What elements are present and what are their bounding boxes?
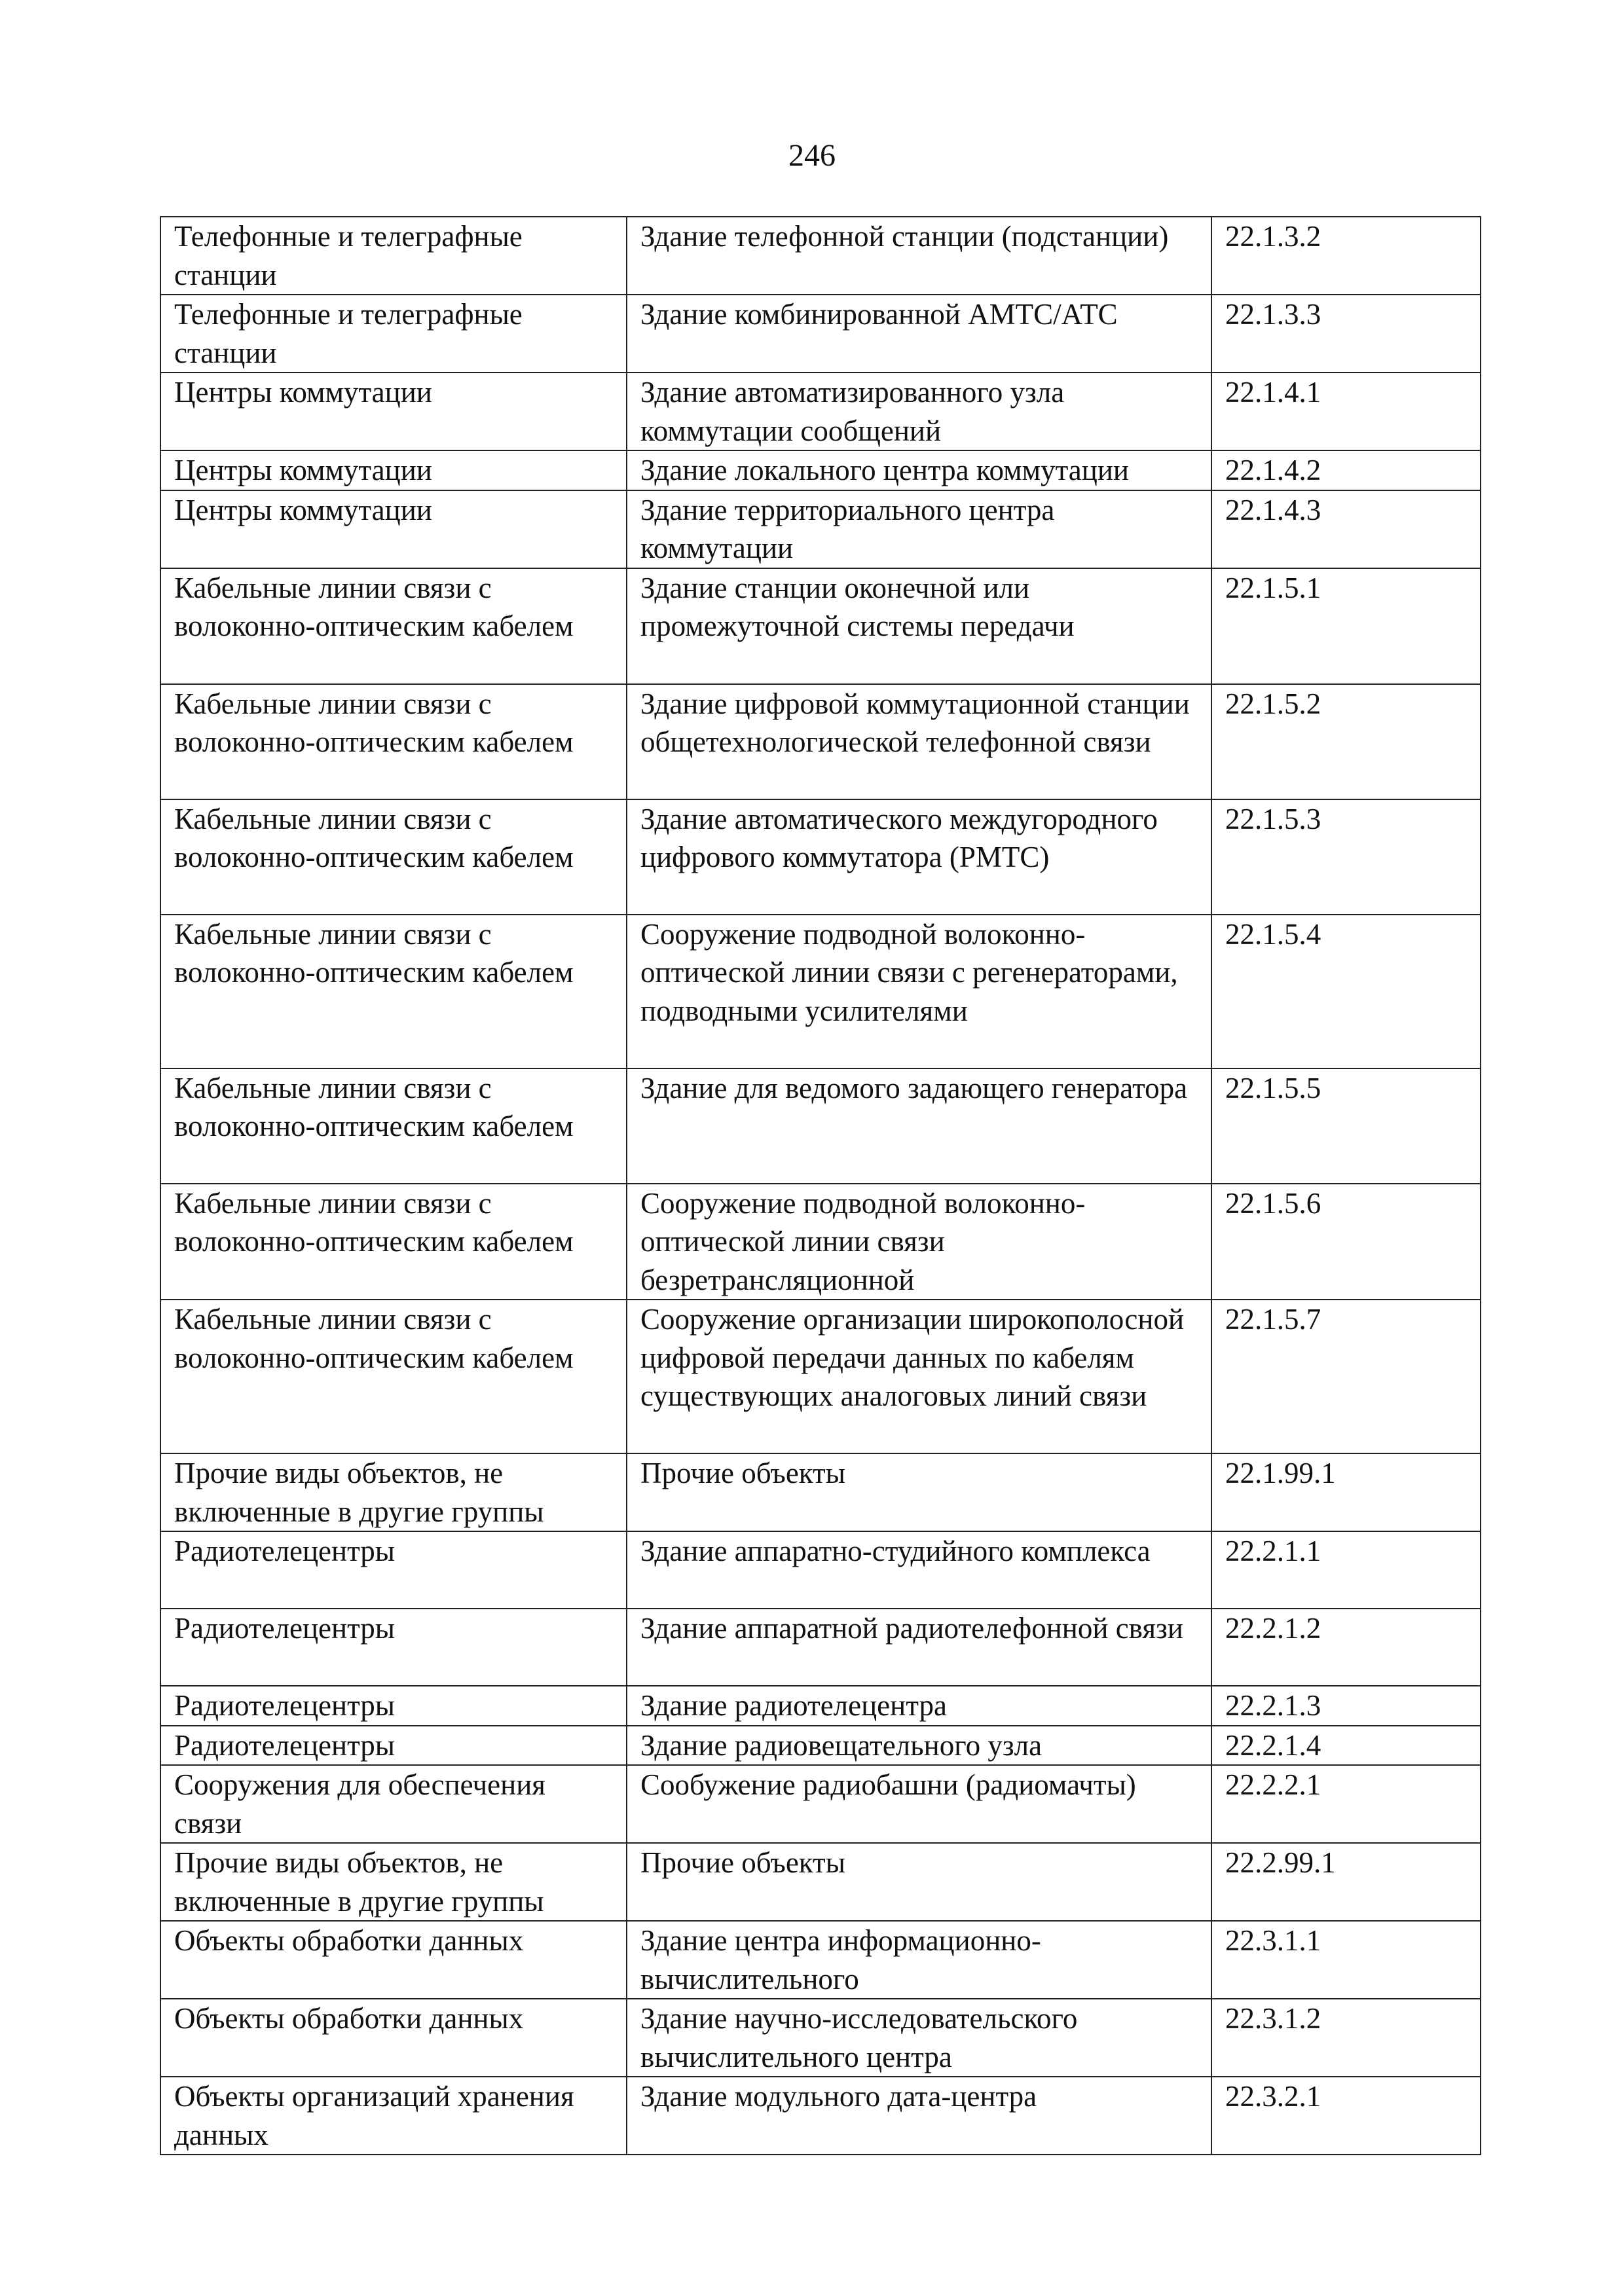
code-cell: 22.1.3.3 bbox=[1211, 295, 1481, 373]
table-row bbox=[160, 1765, 1481, 1843]
classification-table bbox=[160, 216, 1481, 2155]
group-cell: Радиотелецентры bbox=[160, 1609, 627, 1686]
code-cell: 22.2.1.4 bbox=[1211, 1726, 1481, 1766]
group-cell: Кабельные линии связи с волоконно-оптическим кабелем bbox=[160, 1300, 627, 1453]
code-cell: 22.2.99.1 bbox=[1211, 1843, 1481, 1921]
table-row bbox=[160, 1843, 1481, 1921]
group-cell: Радиотелецентры bbox=[160, 1686, 627, 1726]
object-cell: Здание комбинированной АМТС/АТС bbox=[627, 295, 1211, 373]
table-row bbox=[160, 1609, 1481, 1686]
object-cell: Здание модульного дата-центра bbox=[627, 2077, 1211, 2155]
code-cell: 22.1.5.5 bbox=[1211, 1068, 1481, 1184]
object-cell: Здание станции оконечной или промежуточной системы передачи bbox=[627, 568, 1211, 684]
object-cell: Здание территориального центра коммутации bbox=[627, 490, 1211, 568]
code-cell: 22.1.3.2 bbox=[1211, 217, 1481, 295]
table-row bbox=[160, 799, 1481, 915]
group-cell: Прочие виды объектов, не включенные в другие группы bbox=[160, 1453, 627, 1531]
code-cell: 22.1.5.3 bbox=[1211, 799, 1481, 915]
table-row bbox=[160, 1531, 1481, 1609]
code-cell: 22.3.2.1 bbox=[1211, 2077, 1481, 2155]
object-cell: Сооружение подводной волоконно-оптической линии связи с регенераторами, подводными усилителями bbox=[627, 915, 1211, 1068]
group-cell: Объекты организаций хранения данных bbox=[160, 2077, 627, 2155]
table-row bbox=[160, 1726, 1481, 1766]
table-row bbox=[160, 450, 1481, 490]
object-cell: Сооружение подводной волоконно-оптической линии связи безретрансляционной bbox=[627, 1184, 1211, 1300]
code-cell: 22.1.5.2 bbox=[1211, 684, 1481, 799]
code-cell: 22.1.4.2 bbox=[1211, 450, 1481, 490]
object-cell: Здание аппаратно-студийного комплекса bbox=[627, 1531, 1211, 1609]
table-row bbox=[160, 1300, 1481, 1453]
code-cell: 22.1.5.7 bbox=[1211, 1300, 1481, 1453]
group-cell: Кабельные линии связи с волоконно-оптическим кабелем bbox=[160, 915, 627, 1068]
group-cell: Кабельные линии связи с волоконно-оптическим кабелем bbox=[160, 799, 627, 915]
object-cell: Прочие объекты bbox=[627, 1843, 1211, 1921]
code-cell: 22.2.1.2 bbox=[1211, 1609, 1481, 1686]
object-cell: Здание научно-исследовательского вычислительного центра bbox=[627, 1999, 1211, 2077]
code-cell: 22.1.4.1 bbox=[1211, 373, 1481, 450]
object-cell: Здание центра информационно-вычислительного bbox=[627, 1921, 1211, 1999]
table-row bbox=[160, 568, 1481, 684]
object-cell: Здание аппаратной радиотелефонной связи bbox=[627, 1609, 1211, 1686]
table-row bbox=[160, 2077, 1481, 2155]
object-cell: Здание локального центра коммутации bbox=[627, 450, 1211, 490]
group-cell: Центры коммутации bbox=[160, 490, 627, 568]
group-cell: Объекты обработки данных bbox=[160, 1921, 627, 1999]
object-cell: Здание автоматизированного узла коммутации сообщений bbox=[627, 373, 1211, 450]
code-cell: 22.2.2.1 bbox=[1211, 1765, 1481, 1843]
table-row bbox=[160, 295, 1481, 373]
page-number: 246 bbox=[788, 138, 836, 173]
table-row bbox=[160, 373, 1481, 450]
group-cell: Радиотелецентры bbox=[160, 1531, 627, 1609]
code-cell: 22.2.1.1 bbox=[1211, 1531, 1481, 1609]
group-cell: Кабельные линии связи с волоконно-оптическим кабелем bbox=[160, 684, 627, 799]
group-cell: Радиотелецентры bbox=[160, 1726, 627, 1766]
code-cell: 22.3.1.2 bbox=[1211, 1999, 1481, 2077]
object-cell: Здание автоматического междугородного цифрового коммутатора (РМТС) bbox=[627, 799, 1211, 915]
object-cell: Здание радиовещательного узла bbox=[627, 1726, 1211, 1766]
group-cell: Телефонные и телеграфные станции bbox=[160, 217, 627, 295]
table-row bbox=[160, 1068, 1481, 1184]
table-row bbox=[160, 217, 1481, 295]
table-row bbox=[160, 1686, 1481, 1726]
table-row bbox=[160, 1453, 1481, 1531]
code-cell: 22.2.1.3 bbox=[1211, 1686, 1481, 1726]
table-body bbox=[160, 217, 1481, 2155]
group-cell: Телефонные и телеграфные станции bbox=[160, 295, 627, 373]
object-cell: Здание цифровой коммутационной станции общетехнологической телефонной связи bbox=[627, 684, 1211, 799]
object-cell: Здание радиотелецентра bbox=[627, 1686, 1211, 1726]
group-cell: Объекты обработки данных bbox=[160, 1999, 627, 2077]
table-row bbox=[160, 684, 1481, 799]
object-cell: Здание для ведомого задающего генератора bbox=[627, 1068, 1211, 1184]
code-cell: 22.1.5.4 bbox=[1211, 915, 1481, 1068]
object-cell: Сооружение организации широкополосной цифровой передачи данных по кабелям существующих аналоговых линий связи bbox=[627, 1300, 1211, 1453]
code-cell: 22.1.5.6 bbox=[1211, 1184, 1481, 1300]
group-cell: Кабельные линии связи с волоконно-оптическим кабелем bbox=[160, 1068, 627, 1184]
table-row bbox=[160, 915, 1481, 1068]
code-cell: 22.1.4.3 bbox=[1211, 490, 1481, 568]
code-cell: 22.3.1.1 bbox=[1211, 1921, 1481, 1999]
group-cell: Центры коммутации bbox=[160, 450, 627, 490]
group-cell: Кабельные линии связи с волоконно-оптическим кабелем bbox=[160, 1184, 627, 1300]
group-cell: Сооружения для обеспечения связи bbox=[160, 1765, 627, 1843]
table-row bbox=[160, 1921, 1481, 1999]
table-row bbox=[160, 1999, 1481, 2077]
object-cell: Сообужение радиобашни (радиомачты) bbox=[627, 1765, 1211, 1843]
code-cell: 22.1.99.1 bbox=[1211, 1453, 1481, 1531]
object-cell: Прочие объекты bbox=[627, 1453, 1211, 1531]
object-cell: Здание телефонной станции (подстанции) bbox=[627, 217, 1211, 295]
table-row bbox=[160, 490, 1481, 568]
group-cell: Центры коммутации bbox=[160, 373, 627, 450]
code-cell: 22.1.5.1 bbox=[1211, 568, 1481, 684]
group-cell: Кабельные линии связи с волоконно-оптическим кабелем bbox=[160, 568, 627, 684]
group-cell: Прочие виды объектов, не включенные в другие группы bbox=[160, 1843, 627, 1921]
table-row bbox=[160, 1184, 1481, 1300]
